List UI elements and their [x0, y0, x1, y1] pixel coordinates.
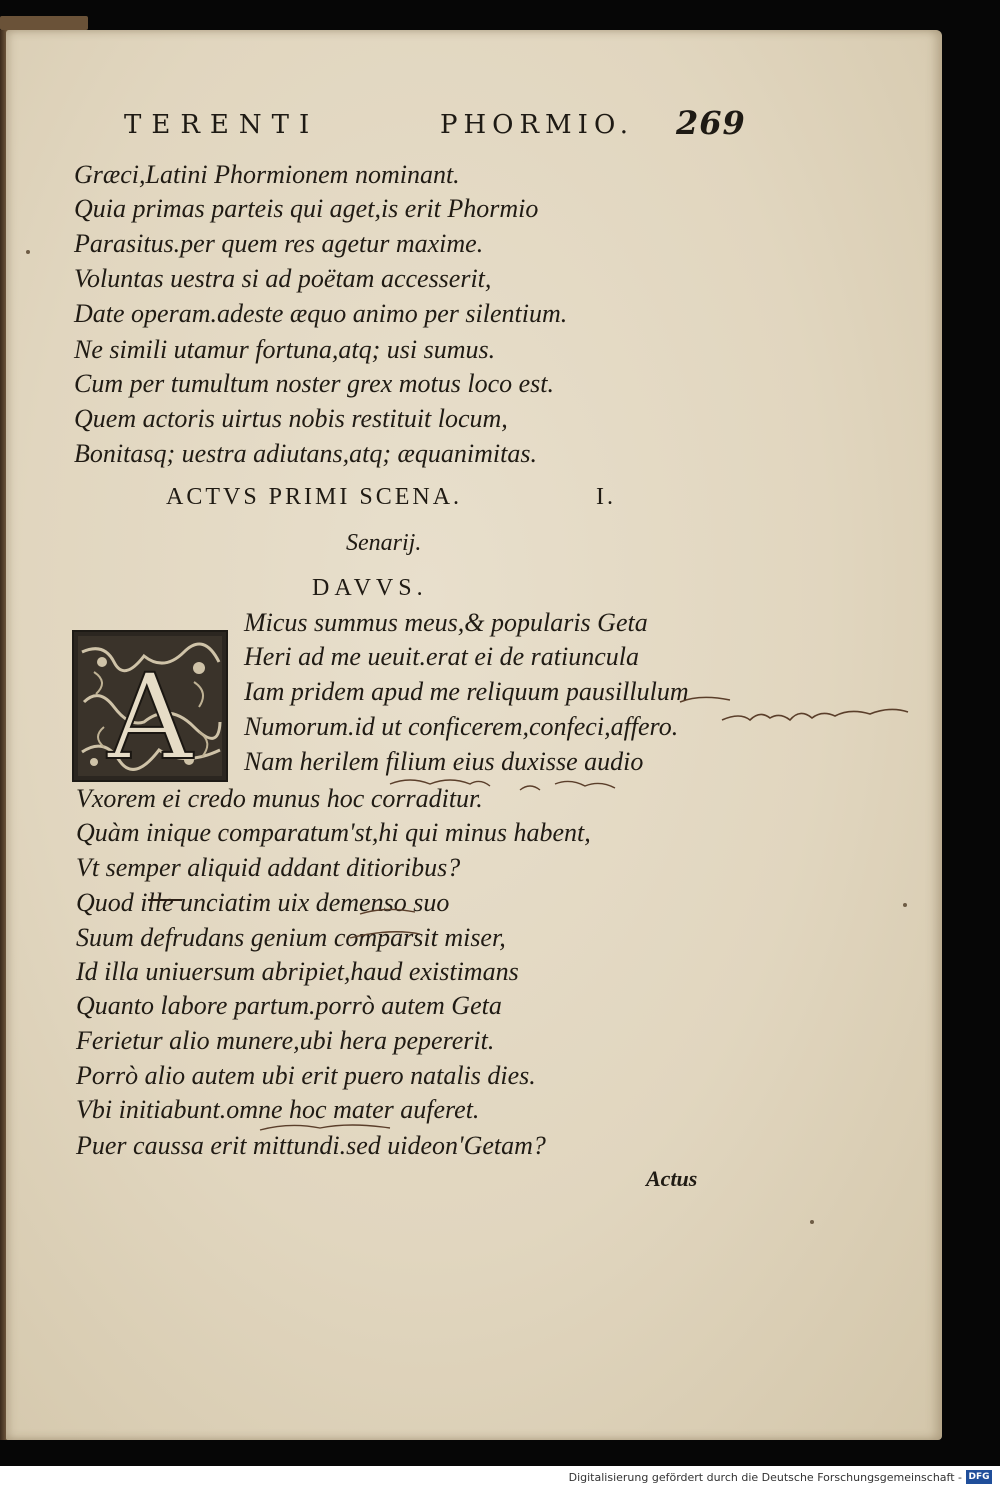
- scene-line: Iam pridem apud me reliquum pausillulum: [244, 677, 689, 706]
- prologue-line: Voluntas uestra si ad poëtam accesserit,: [74, 264, 492, 293]
- header-author: TERENTI: [124, 110, 320, 140]
- prologue-line: Date operam.adeste æquo animo per silentium.: [74, 299, 568, 328]
- page-number: 269: [676, 104, 746, 142]
- initial-letter: A: [107, 648, 193, 780]
- scene-number: I.: [596, 484, 616, 510]
- scene-line: Heri ad me ueuit.erat ei de ratiuncula: [244, 642, 639, 671]
- act-heading: [166, 484, 616, 511]
- scene-line: Porrò alio autem ubi erit puero natalis dies.: [76, 1061, 536, 1090]
- handwritten-gloss-icon: [250, 1118, 450, 1148]
- scene-line: Nam herilem filium eius duxisse audio: [244, 747, 644, 776]
- meter-label: Senarij.: [346, 530, 422, 556]
- paper-fleck: [26, 250, 30, 254]
- scene-line: Micus summus meus,& popularis Geta: [244, 608, 648, 637]
- handwritten-gloss-icon: [380, 770, 630, 810]
- paper-fleck: [810, 1220, 814, 1224]
- prologue-line: Græci,Latini Phormionem nominant.: [74, 160, 460, 189]
- handwritten-annotations: [640, 690, 920, 810]
- dfg-logo: DFG: [966, 1470, 992, 1484]
- scene-line: Vxorem ei credo munus hoc corraditur.: [76, 784, 483, 813]
- scene-line: Puer caussa erit mittundi.sed uideon'Getam?: [76, 1131, 546, 1160]
- scene-line: Id illa uniuersum abripiet,haud existimans: [76, 957, 519, 986]
- prologue-line: Quia primas parteis qui aget,is erit Phormio: [74, 194, 539, 223]
- scene-line: Quàm inique comparatum'st,hi qui minus habent,: [76, 818, 591, 847]
- scene-line: Suum defrudans genium comparsit miser,: [76, 923, 506, 952]
- prologue-line: Cum per tumultum noster grex motus loco est.: [74, 369, 554, 398]
- scene-line: Quod ille unciatim uix demenso suo: [76, 888, 450, 917]
- prologue-line: Quem actoris uirtus nobis restituit locum,: [74, 404, 508, 433]
- header-title: PHORMIO.: [440, 110, 635, 140]
- scene-line: Quanto labore partum.porrò autem Geta: [76, 991, 502, 1020]
- binding-scrap: [0, 16, 88, 30]
- decorated-initial: [72, 630, 228, 782]
- scene-line: Ferietur alio munere,ubi hera pepererit.: [76, 1026, 495, 1055]
- prologue-line: Parasitus.per quem res agetur maxime.: [74, 229, 484, 258]
- paper-fleck: [903, 903, 907, 907]
- speaker-name: DAVVS.: [312, 575, 428, 601]
- scene-line: Vt semper aliquid addant ditioribus?: [76, 853, 461, 882]
- decorated-initial-art: [74, 632, 226, 780]
- running-header: [124, 104, 746, 150]
- scene-line: Numorum.id ut conficerem,confeci,affero.: [244, 712, 679, 741]
- scene-line: Vbi initiabunt.omne hoc mater auferet.: [76, 1095, 480, 1124]
- catchword: Actus: [646, 1166, 698, 1191]
- prologue-line: Ne simili utamur fortuna,atq; usi sumus.: [74, 335, 496, 364]
- funding-credit: Digitalisierung gefördert durch die Deutsche Forschungsgemeinschaft -: [568, 1471, 962, 1484]
- act-heading-text: ACTVS PRIMI SCENA.: [166, 484, 463, 510]
- handwritten-strikeouts: [140, 888, 560, 968]
- prologue-line: Bonitasq; uestra adiutans,atq; æquanimitas.: [74, 439, 537, 468]
- footer-bar: [0, 1466, 1000, 1491]
